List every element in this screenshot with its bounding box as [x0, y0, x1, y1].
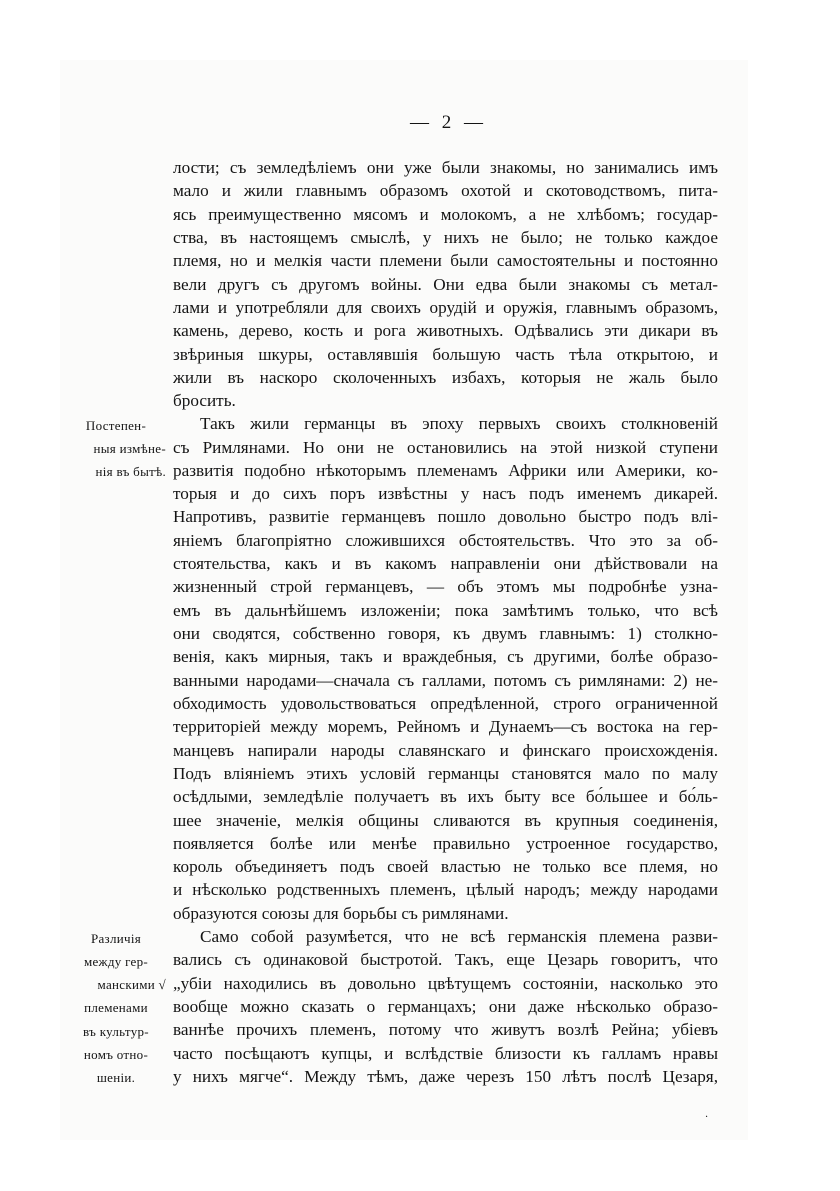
text-line: образуются союзы для борьбы съ римлянами.: [173, 904, 509, 923]
text-line: лами и употребляли для своихъ орудій и оружія, главнымъ образомъ,: [173, 298, 718, 317]
print-speck: ·: [705, 1112, 709, 1123]
margin-note-line: ныя измѣне-: [93, 441, 166, 456]
margin-note-line: Постепен-: [85, 418, 147, 433]
margin-note-line: манскими √: [97, 977, 166, 992]
text-line: камень, дерево, кость и рога животныхъ. Одѣвались эти дикари въ: [173, 321, 718, 340]
text-line: территоріей между моремъ, Рейномъ и Дунаемъ—съ востока на гер-: [173, 717, 718, 736]
text-line: емъ въ дальнѣйшемъ изложеніи; пока замѣтимъ только, что всѣ: [173, 601, 718, 620]
text-line: ясь преимущественно мясомъ и молокомъ, а не хлѣбомъ; государ-: [173, 205, 718, 224]
text-line: появляется болѣе или менѣе правильно устроенное государство,: [173, 834, 718, 853]
text-line: развитія подобно нѣкоторымъ племенамъ Африки или Америки, ко-: [173, 461, 718, 480]
text-line: стоятельства, какъ и въ какомъ направленіи они дѣйствовали на: [173, 554, 718, 573]
text-line: венія, какъ мирныя, такъ и враждебныя, съ другими, болѣе образо-: [173, 647, 718, 666]
text-line: шее значеніе, мелкія общины сливаются въ крупныя соединенія,: [173, 811, 718, 830]
text-line: торыя и до сихъ поръ извѣстны у насъ подъ именемъ дикарей.: [173, 484, 718, 503]
margin-note-line: нія въ бытѣ.: [95, 464, 166, 479]
margin-note-line: Различія: [90, 931, 142, 946]
text-line: „убіи находились въ довольно цвѣтущемъ состояніи, насколько это: [173, 974, 718, 993]
text-line: яніемъ благопріятно сложившихся обстоятельствъ. Что это за об-: [173, 531, 718, 550]
text-line: жили въ наскоро сколоченныхъ избахъ, которыя не жаль было: [173, 368, 718, 387]
text-line: вели другъ съ другомъ войны. Они едва были знакомы съ метал-: [173, 275, 718, 294]
text-line: съ Римлянами. Но они не остановились на этой низкой ступени: [173, 438, 718, 457]
text-line: обходимость удовольствоваться опредѣленной, строго ограниченной: [173, 694, 718, 713]
text-line: король объединяетъ подъ своей властью не только все племя, но: [173, 857, 718, 876]
text-line: они сводятся, собственно говоря, къ двумъ главнымъ: 1) столкно-: [173, 624, 718, 643]
text-line: у нихъ мягче“. Между тѣмъ, даже черезъ 150 лѣтъ послѣ Цезаря,: [173, 1067, 718, 1086]
text-line: звѣриныя шкуры, оставлявшія большую часть тѣла открытою, и: [173, 345, 718, 364]
text-line: ванными народами—сначала съ галлами, потомъ съ римлянами: 2) не-: [173, 671, 718, 690]
text-line: Подъ вліяніемъ этихъ условій германцы становятся мало по малу: [173, 764, 718, 783]
text-line: вались съ одинаковой быстротой. Такъ, еще Цезарь говоритъ, что: [173, 950, 718, 969]
text-line: ваннѣе прочихъ племенъ, потому что живутъ возлѣ Рейна; убіевъ: [173, 1020, 718, 1039]
margin-note-line: племенами: [84, 1000, 148, 1015]
text-line: племя, но и мелкія части племени были самостоятельны и постоянно: [173, 251, 718, 270]
text-line: жизненный строй германцевъ, — объ этомъ мы подробнѣе узна-: [173, 577, 718, 596]
text-line: часто посѣщаютъ купцы, и вслѣдствіе близости къ галламъ нравы: [173, 1044, 718, 1063]
text-line: и нѣсколько родственныхъ племенъ, цѣлый народъ; между народами: [173, 880, 718, 899]
page-number: — 2 —: [410, 112, 487, 133]
margin-note-line: между гер-: [83, 954, 149, 969]
margin-note-line: шеніи.: [96, 1070, 136, 1085]
text-line: осѣдлыми, земледѣліе получаетъ въ ихъ быту все бо́льшее и бо́ль-: [173, 787, 718, 806]
text-line: Само собой разумѣется, что не всѣ германскія племена разви-: [200, 927, 718, 946]
text-line: вообще можно сказать о германцахъ; они даже нѣсколько образо-: [173, 997, 718, 1016]
text-line: бросить.: [173, 391, 236, 410]
margin-note-line: номъ отно-: [83, 1047, 149, 1062]
text-line: лости; съ земледѣліемъ они уже были знакомы, но занимались имъ: [173, 158, 718, 177]
text-line: манцевъ напирали народы славянскаго и финскаго происхожденія.: [173, 741, 718, 760]
text-line: Напротивъ, развитіе германцевъ пошло довольно быстро подъ влі-: [173, 507, 718, 526]
margin-note-line: въ культур-: [83, 1024, 149, 1039]
text-line: ства, въ настоящемъ смыслѣ, у нихъ не было; не только каждое: [173, 228, 718, 247]
text-line: Такъ жили германцы въ эпоху первыхъ своихъ столкновеній: [200, 414, 718, 433]
text-line: мало и жили главнымъ образомъ охотой и скотоводствомъ, пита-: [173, 181, 718, 200]
